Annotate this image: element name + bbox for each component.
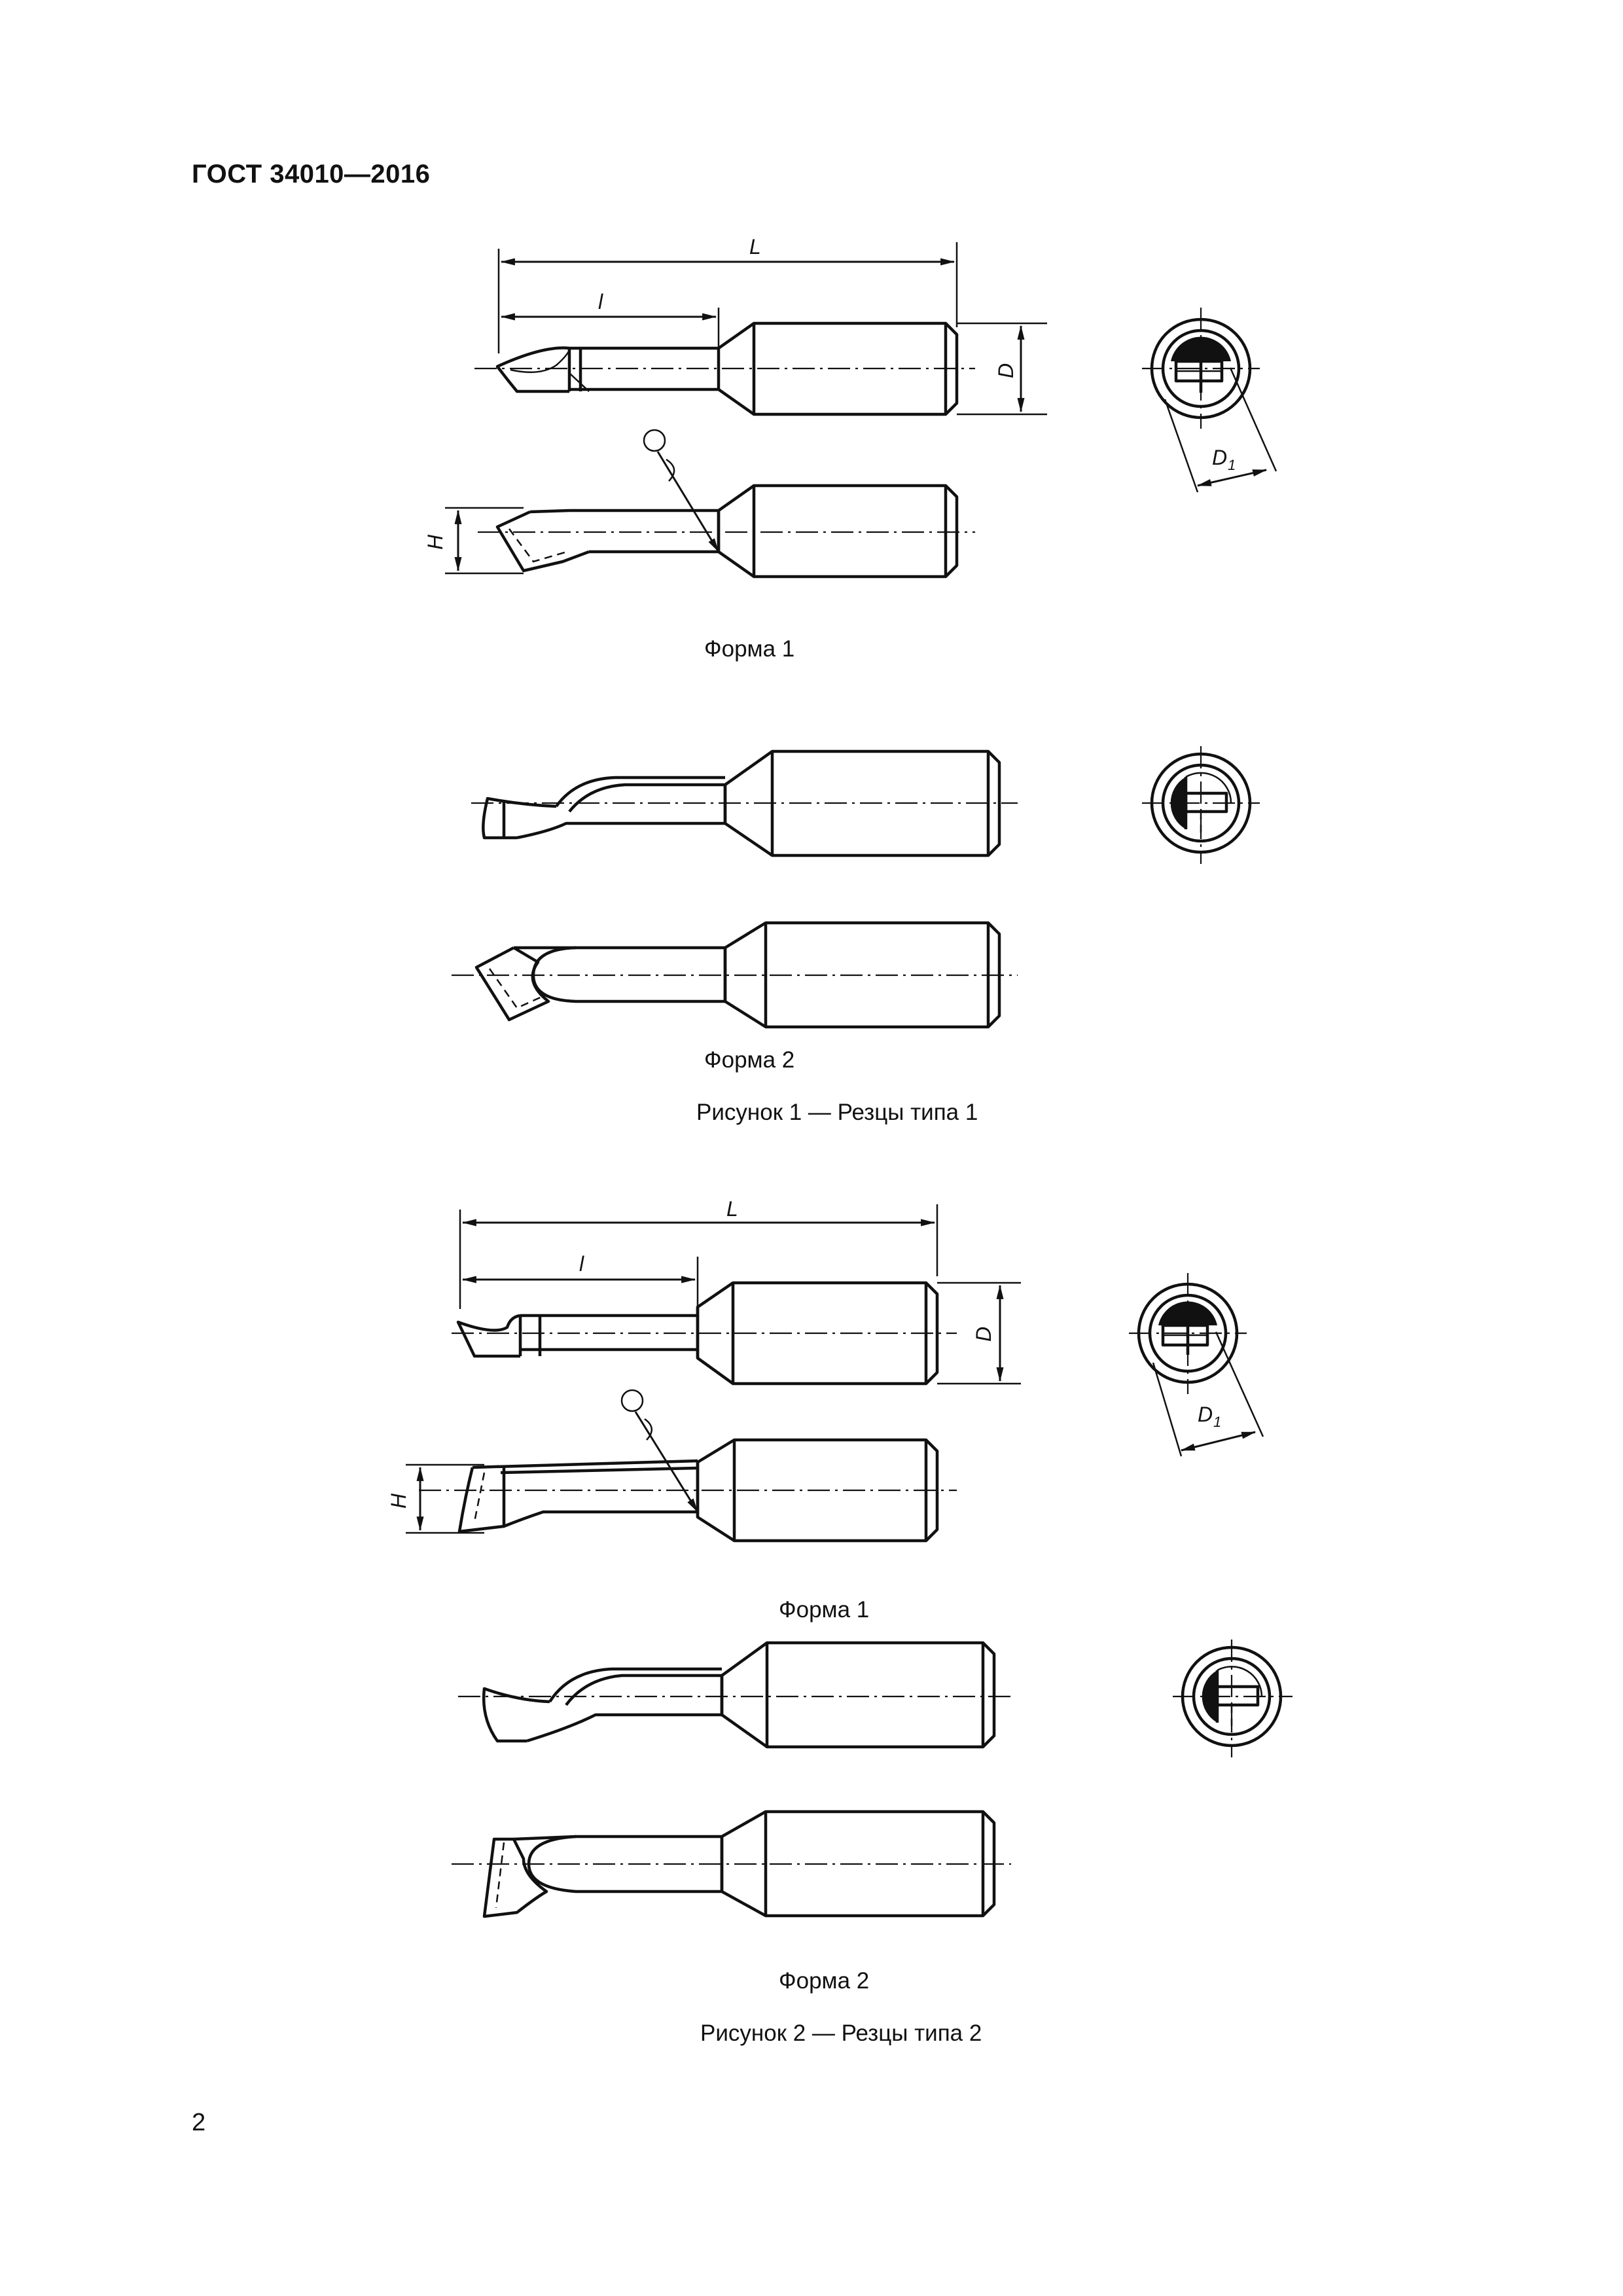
fig1-form1-drawing <box>423 235 1276 577</box>
fig2-form1-drawing <box>387 1197 1263 1541</box>
fig2-dim-L-label: L <box>726 1197 738 1221</box>
fig1-dim-D-label: D <box>994 363 1018 378</box>
page-number: 2 <box>192 2109 206 2136</box>
fig2-form1-caption: Форма 1 <box>779 1597 870 1623</box>
fig1-form2-caption: Форма 2 <box>704 1047 795 1073</box>
fig1-dim-D1-subscript: 1 <box>1228 457 1236 473</box>
fig2-form2-caption: Форма 2 <box>779 1968 870 1994</box>
fig1-dim-D1-label: D <box>1212 446 1228 469</box>
fig1-dim-L-label: L <box>749 235 761 259</box>
fig1-caption: Рисунок 1 — Резцы типа 1 <box>696 1100 978 1125</box>
fig1-dim-H-label: H <box>423 534 447 550</box>
fig2-dim-D-label: D <box>972 1326 995 1342</box>
fig2-dim-l-label: l <box>579 1252 584 1276</box>
document-header: ГОСТ 34010—2016 <box>192 160 431 188</box>
fig2-dim-D1-subscript: 1 <box>1213 1414 1222 1430</box>
fig1-dim-l-label: l <box>598 290 603 314</box>
fig2-dim-H-label: H <box>387 1493 410 1509</box>
fig2-caption: Рисунок 2 — Резцы типа 2 <box>700 2020 982 2046</box>
fig1-form2-drawing <box>452 746 1260 1027</box>
fig2-dim-D1-label: D <box>1198 1403 1213 1426</box>
fig2-form2-drawing <box>452 1640 1293 1916</box>
fig1-form1-caption: Форма 1 <box>704 636 795 662</box>
